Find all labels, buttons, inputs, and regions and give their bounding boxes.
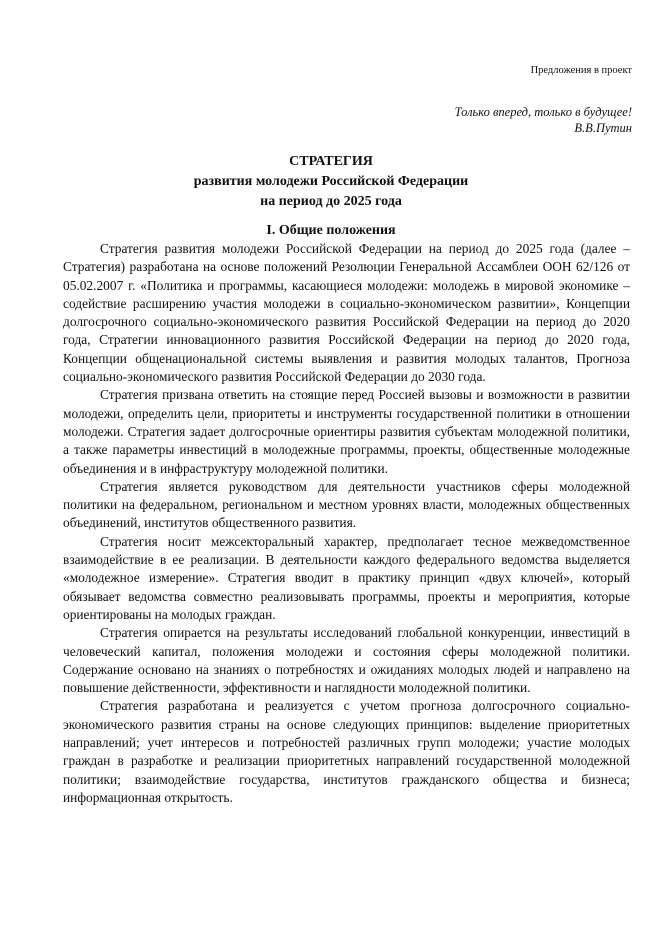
document-title <box>0 152 662 212</box>
paragraph-6: Стратегия разработана и реализуется с учетом прогноза долгосрочного социально-экономического развития страны на основе следующих принципов: выделение приоритетных направлений; учет интересов и потребностей различных групп молодежи; участие молодых граждан в разработке и реализации приоритетных направлений государственной молодежной политики; взаимодействие государства, институтов гражданского общества и бизнеса; информационная открытость. <box>63 698 630 805</box>
title-line-1: СТРАТЕГИЯ <box>289 154 373 169</box>
epigraph <box>455 104 632 136</box>
section-title: I. Общие положения <box>266 223 396 238</box>
paragraph-2: Стратегия призвана ответить на стоящие перед Россией вызовы и возможности в развитии молодежи, определить цели, приоритеты и инструменты государственной политики в отношении молодежи. Стратегия задает долгосрочные ориентиры развития субъектам молодежной политики, а также параметры инвестиций в молодежные программы, проекты, общественные молодежные объединения и в инфраструктуру молодежной политики. <box>63 387 630 476</box>
header-note: Предложения в проект <box>530 65 632 76</box>
epigraph-author: В.В.Путин <box>574 121 632 135</box>
paragraph-4: Стратегия носит межсекторальный характер, предполагает тесное межведомственное взаимодействие в ее реализации. В деятельности каждого федерального ведомства выделяется «молодежное измерение». Стратегия вводит в практику принцип «двух ключей», который обязывает ведомства совместно реализовывать программы, проекты и мероприятия, которые ориентированы на молодых граждан. <box>63 533 630 622</box>
title-line-3: на период до 2025 года <box>260 194 402 209</box>
paragraph-5: Стратегия опирается на результаты исследований глобальной конкуренции, инвестиций в человеческий капитал, положения молодежи и состояния сферы молодежной политики. Содержание основано на знаниях о потребностях и ожиданиях молодых людей и направлено на повышение действенности, эффективности и наглядности молодежной политики. <box>63 625 630 696</box>
paragraph-1: Стратегия развития молодежи Российской Федерации на период до 2025 года (далее – Стратегия) разработана на основе положений Резолюции Генеральной Ассамблеи ООН 62/126 от 05.02.2007 г. «Политика и программы, касающиеся молодежи: молодежь в мировой экономике – содействие расширению участия молодежи в социально-экономическом развитии», Концепции долгосрочного социально-экономического развития Российской Федерации на период до 2020 года, Стратегии инновационного развития Российской Федерации на период до 2020 года, Концепции общенациональной системы выявления и развития молодых талантов, Прогноза социально-экономического развития Российской Федерации до 2030 года. <box>63 241 630 385</box>
paragraph-3: Стратегия является руководством для деятельности участников сферы молодежной политики на федеральном, региональном и местном уровнях власти, молодежных общественных объединений, институтов общественного развития. <box>63 478 630 531</box>
title-line-2: развития молодежи Российской Федерации <box>193 174 469 189</box>
body-text <box>63 240 630 807</box>
epigraph-quote: Только вперед, только в будущее! <box>454 105 632 119</box>
